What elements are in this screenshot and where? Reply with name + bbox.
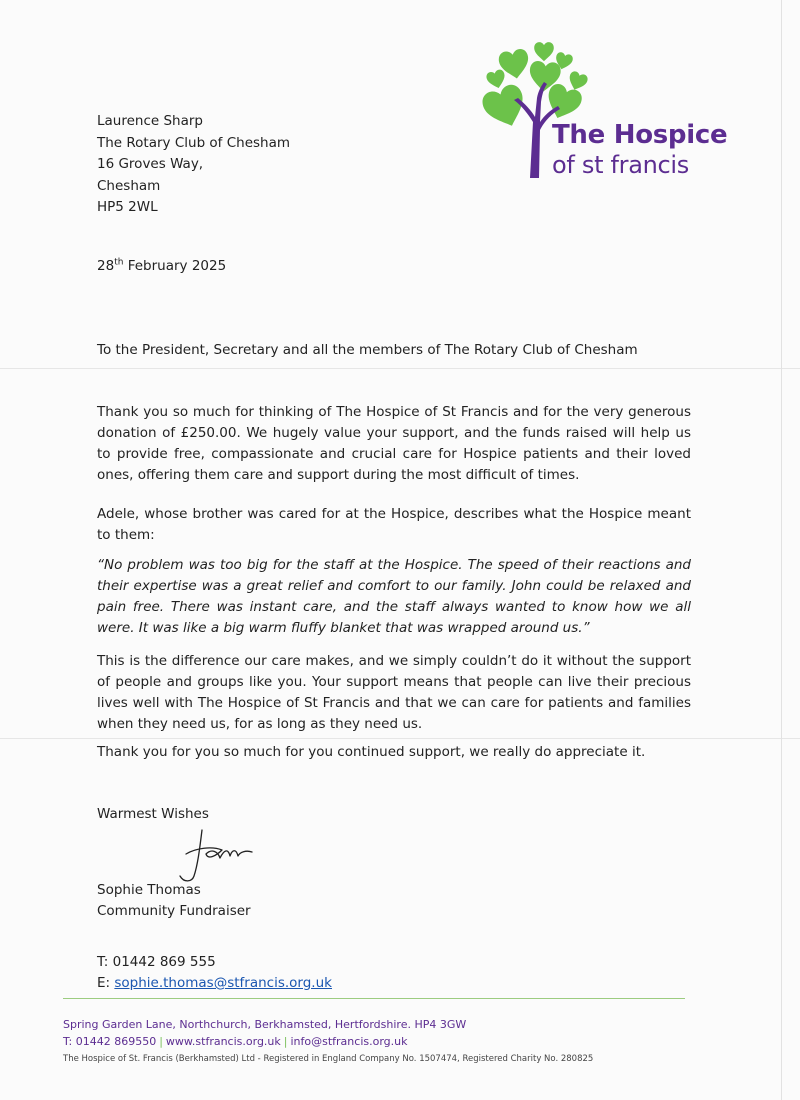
handwritten-signature <box>172 826 262 886</box>
footer-phone: T: 01442 869550 <box>63 1035 157 1048</box>
body-paragraph-4: Thank you for you so much for you continued support, we really do appreciate it. <box>97 744 646 760</box>
date-rest: February 2025 <box>123 258 227 274</box>
paper-fold-line <box>0 368 800 369</box>
closing: Warmest Wishes <box>97 806 209 822</box>
footer-web[interactable]: www.stfrancis.org.uk <box>165 1035 281 1048</box>
recipient-town: Chesham <box>97 177 161 194</box>
footer-email[interactable]: info@stfrancis.org.uk <box>290 1035 408 1048</box>
testimonial-quote: “No problem was too big for the staff at the Hospice. The speed of their reactions and their expertise was a great relief and comfort to our family. John could be relaxed and pain free. There was instant care, and the staff always wanted to know how we all were. It was like a big warm fluffy blanket that was wrapped around us.” <box>97 557 691 636</box>
footer-separator: | <box>283 1035 288 1048</box>
body-paragraph-2: Adele, whose brother was cared for at the Hospice, describes what the Hospice meant to them: <box>97 506 691 543</box>
recipient-name: Laurence Sharp <box>97 113 204 129</box>
date-day: 28 <box>97 258 115 274</box>
paper-edge <box>781 0 782 1100</box>
footer-registration: The Hospice of St. Francis (Berkhamsted) Ltd - Registered in England Company No. 1507474, Registered Charity No. 280825 <box>63 1054 594 1064</box>
signer-title: Community Fundraiser <box>97 903 251 919</box>
letter-date <box>97 256 226 277</box>
recipient-street: 16 Groves Way, <box>97 156 204 172</box>
footer-address: Spring Garden Lane, Northchurch, Berkhamsted, Hertfordshire. HP4 3GW <box>63 1018 467 1031</box>
contact-phone: T: 01442 869 555 <box>97 954 216 970</box>
signer-block <box>97 880 251 922</box>
contact-email-label: E: <box>97 975 115 991</box>
contact-email-link[interactable]: sophie.thomas@stfrancis.org.uk <box>114 975 332 991</box>
recipient-postcode: HP5 2WL <box>97 199 158 215</box>
paper-fold-line <box>0 738 800 739</box>
brand-name: The Hospice <box>552 120 728 150</box>
footer-divider <box>63 998 685 999</box>
body-paragraph-3: This is the difference our care makes, and we simply couldn’t do it without the support of people and groups like you. Your support means that people can live their precious lives well with The Hospice of St Francis and that we can care for patients and families when they need us, for as long as they need us. <box>97 653 691 732</box>
recipient-address <box>97 111 290 219</box>
footer-contacts <box>63 1035 407 1048</box>
date-suffix: th <box>114 257 124 268</box>
body-paragraph-1: Thank you so much for thinking of The Hospice of St Francis and for the very generous donation of £250.00. We hugely value your support, and the funds raised will help us to provide free, compassionate and crucial care for Hospice patients and their loved ones, offering them care and support during the most difficult of times. <box>97 404 691 483</box>
signer-name: Sophie Thomas <box>97 882 201 898</box>
contact-email-line <box>97 973 332 994</box>
brand-subname: of st francis <box>552 151 690 179</box>
recipient-organization: The Rotary Club of Chesham <box>97 134 291 151</box>
salutation: To the President, Secretary and all the members of The Rotary Club of Chesham <box>97 342 638 358</box>
footer-separator: | <box>159 1035 163 1048</box>
contact-block <box>97 952 332 994</box>
